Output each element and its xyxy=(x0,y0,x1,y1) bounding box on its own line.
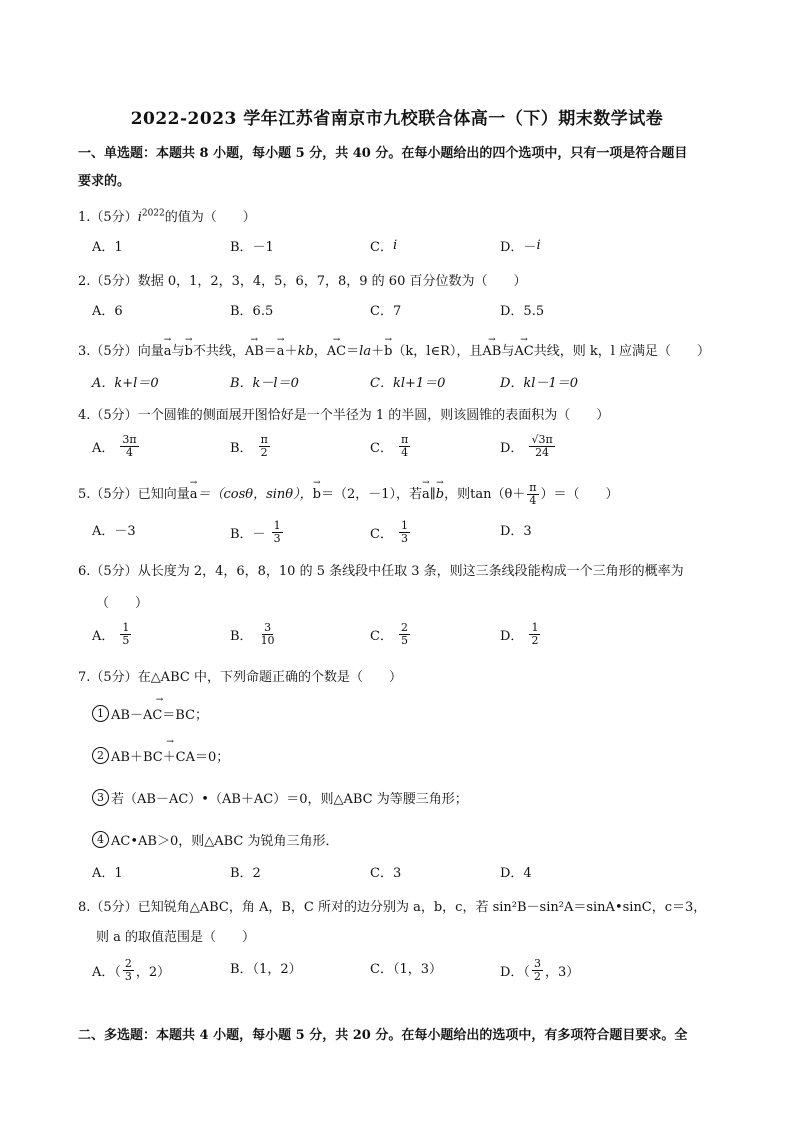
question-2: 2.（5分）数据 0，1，2，3，4，5，6，7，8，9 的 60 百分位数为（ ） xyxy=(78,274,527,289)
option-b[interactable]: B．k－l＝0 xyxy=(230,376,299,391)
question-6-continuation: （ ） xyxy=(96,596,149,611)
question-8-continuation: 则 a 的取值范围是（ ） xyxy=(96,930,256,945)
option-b[interactable]: B．－ $\frac{1}{3}$ xyxy=(230,519,281,545)
option-d[interactable]: D．kl－1＝0 xyxy=(500,376,579,391)
option-b[interactable]: B．2 xyxy=(230,866,261,881)
question-7: 7.（5分）在△ABC 中，下列命题正确的个数是（ ） xyxy=(78,670,402,685)
option-c[interactable]: C． $\frac{2}{5}$ xyxy=(370,621,408,647)
option-a[interactable]: A．1 xyxy=(92,866,123,881)
option-d[interactable]: D．3 xyxy=(500,524,532,539)
question-7-item-3: 3 若（AB－AC）•（AB＋AC）＝0，则△ABC 为等腰三角形； xyxy=(92,788,468,807)
option-a[interactable]: A． $\frac{3\pi}{4}$ xyxy=(92,433,137,459)
option-c[interactable]: C． $\frac{\pi}{4}$ xyxy=(370,433,409,459)
question-5: 5.（5分）已知向量→ a＝（cosθ，sinθ），→ b＝（2，－1），若→ a∥→ b，则tan（θ＋ $\frac{\pi}{4}$ ）＝（ ） xyxy=(78,482,738,507)
question-4-options xyxy=(0,434,794,464)
page-title: 2022-2023 学年江苏省南京市九校联合体高一（下）期末数学试卷 xyxy=(130,109,664,129)
option-a[interactable]: A．（ $\frac{2}{3}$ ，2） xyxy=(92,957,171,983)
question-7-item-1: 1 → AB－AC＝BC； xyxy=(92,704,208,723)
option-c[interactable]: C． $\frac{1}{3}$ xyxy=(370,519,408,545)
question-8: 8.（5分）已知锐角△ABC，角 A，B，C 所对的边分别为 a，b，c，若 sin²B－sin²A＝sinA•sinC，c＝3， xyxy=(78,900,707,915)
option-d[interactable]: D．4 xyxy=(500,866,532,881)
option-b[interactable]: B． $\frac{3}{10}$ xyxy=(230,621,275,647)
option-a[interactable]: A．1 xyxy=(92,240,123,255)
option-d[interactable]: D．5.5 xyxy=(500,304,545,319)
option-d[interactable]: D． $\frac{1}{2}$ xyxy=(500,621,539,647)
option-c[interactable]: C．（1，3） xyxy=(370,962,442,977)
question-4: 4.（5分）一个圆锥的侧面展开图恰好是一个半径为 1 的半圆，则该圆锥的表面积为（ ） xyxy=(78,408,610,423)
option-c[interactable]: C．7 xyxy=(370,304,402,319)
question-7-item-4: 4 AC•AB＞0，则△ABC 为锐角三角形． xyxy=(92,830,338,849)
option-b[interactable]: B．6.5 xyxy=(230,304,274,319)
question-6-options xyxy=(0,622,794,652)
question-7-options xyxy=(0,862,794,892)
option-a[interactable]: A． $\frac{1}{5}$ xyxy=(92,621,130,647)
question-8-options xyxy=(0,958,794,988)
option-c[interactable]: C．3 xyxy=(370,866,402,881)
question-1: 1.（5分）$i^{2022}$的值为（ ） xyxy=(78,208,256,225)
question-3: 3.（5分）向量→ a与→ b不共线，→ AB＝→ a＋kb，→ AC＝la＋→ b（k，l∈R），且→ AB与→ AC共线，则 k，l 应满足（ ） xyxy=(78,340,738,359)
section-2-heading: 二、多选题：本题共 4 小题，每小题 5 分，共 20 分。在每小题给出的选项中，有多项符合题目要求。全 xyxy=(78,1028,688,1043)
question-3-options xyxy=(0,372,794,402)
question-5-options xyxy=(0,520,794,550)
section-1-heading: 一、单选题：本题共 8 小题，每小题 5 分，共 40 分。在每小题给出的四个选项中，只有一项是符合题目 要求的。 xyxy=(78,146,688,189)
option-b[interactable]: B．－1 xyxy=(230,240,274,255)
option-a[interactable]: A．k+l＝0 xyxy=(92,376,159,391)
option-a[interactable]: A．6 xyxy=(92,304,123,319)
option-d[interactable]: D．（ $\frac{3}{2}$ ，3） xyxy=(500,957,580,983)
question-7-item-2: 2 → AB＋BC＋CA＝0； xyxy=(92,746,229,765)
option-c[interactable]: C．kl+1＝0 xyxy=(370,376,446,391)
question-6: 6.（5分）从长度为 2，4，6，8，10 的 5 条线段中任取 3 条，则这三条线段能构成一个三角形的概率为 xyxy=(78,564,684,579)
question-1-options xyxy=(0,236,794,266)
option-d[interactable]: D． $\frac{√3\pi}{24}$ xyxy=(500,433,553,459)
option-b[interactable]: B． $\frac{\pi}{2}$ xyxy=(230,433,268,459)
option-a[interactable]: A．－3 xyxy=(92,524,136,539)
option-d[interactable]: D．－ i xyxy=(500,238,541,255)
question-2-options xyxy=(0,300,794,330)
option-b[interactable]: B．（1，2） xyxy=(230,962,302,977)
option-c[interactable]: C． i xyxy=(370,238,398,255)
